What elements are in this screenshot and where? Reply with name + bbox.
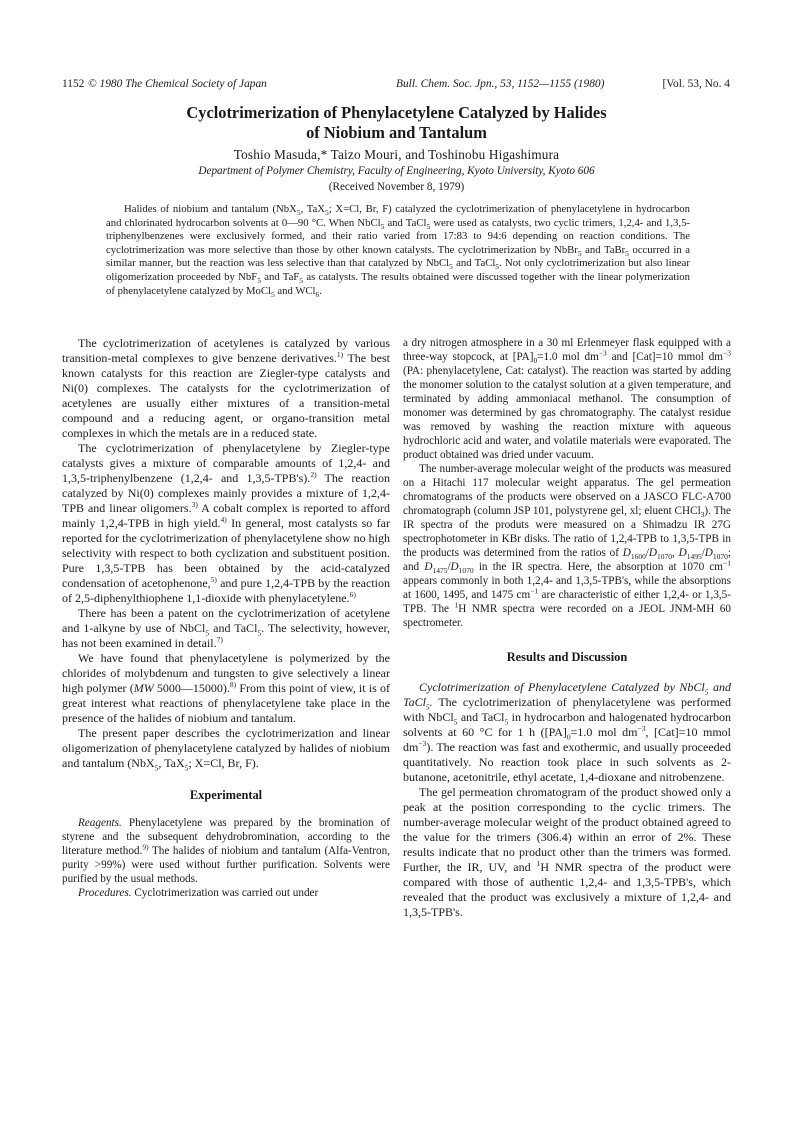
- title-line-1: Cyclotrimerization of Phenylacetylene Catalyzed by Halides: [186, 103, 607, 122]
- title-line-2: of Niobium and Tantalum: [306, 122, 487, 142]
- procedures-paragraph: Procedures. Cyclotrimerization was carried out under: [78, 887, 319, 899]
- intro-paragraph-2: The cyclotrimerization of phenylacetylene by Ziegler-type catalysts gives a mixture of comparable amounts of 1,2,4- and 1,3,5-triphenylbenzene (1,2,4- and 1,3,5-TPB's).$^{2)}$ The reaction catalyzed by Ni(0) complexes mainly provides a mixture of 1,2,4-TPB and linear oligomers.$^{3)}$ A cobalt complex is reported to afford mainly 1,2,4-TPB in high yield.$^{4)}$ In general, most catalysts so far reported for the cyclotrimerization of phenylacetylene show no high selectivity with respect to both cyclization and substituent position. Pure 1,3,5-TPB has been obtained by the acid-catalyzed condensation of acetophenone,$^{5)}$ and pure 1,2,4-TPB by the reaction of 2,5-diphenylthiophene 1,1-dioxide with phenylacetylene.$^{6)}$: [62, 441, 390, 605]
- results-paragraph-1: Cyclotrimerization of Phenylacetylene Catalyzed by NbCl$_5$ and TaCl$_5$. The cyclotrimerization of phenylacetylene was performed with NbCl$_5$ and TaCl$_5$ in hydrocarbon and halogenated hydrocarbon solvents at 60 °C for 1 h ($[PA]_0=1.0$ mol $dm^{-3}$, [Cat]=10 mmol $dm^{-3}$). The reaction was fast and exothermic, and usually proceeded quantitatively. No reaction took place in such solvents as 2-butanone, acetonitrile, ethyl acetate, 1,4-dioxane and nitrobenzene.: [403, 680, 732, 784]
- left-column: [62, 336, 390, 900]
- volume-issue: [Vol. 53, No. 4: [662, 78, 730, 90]
- abstract: Halides of niobium and tantalum (NbX$_5$, TaX$_5$; X=Cl, Br, F) catalyzed the cyclotrimerization of phenylacetylene in hydrocarbon and chlorinated hydrocarbon solvents at 0—90 °C. When NbCl$_5$ and TaCl$_5$ were used as catalysts, two cyclic trimers, 1,2,4- and 1,3,5-triphenylbenzenes were exclusively formed, and their ratio varied from 17:83 to 94:6 depending on reaction conditions. The cyclotrimerization was more selective than those by other known catalysts. The cyclotrimerization by NbBr$_5$ and TaBr$_5$ occurred in a similar manner, but the reaction was less selective than that catalyzed by NbCl$_5$ and TaCl$_5$. Not only cyclotrimerization but also linear oligomerization proceeded by NbF$_5$ and TaF$_5$ as catalysts. The results obtained were discussed together with the linear polymerization of phenylacetylene catalyzed by MoCl$_5$ and WCl$_6$.: [106, 203, 691, 299]
- journal-citation: Bull. Chem. Soc. Jpn., 53, 1152—1155 (1980): [396, 78, 605, 90]
- intro-paragraph-5: The present paper describes the cyclotrimerization and linear oligomerization of phenylacetylene catalyzed by halides of niobium and tantalum (NbX$_5$, TaX$_5$; X=Cl, Br, F).: [62, 726, 390, 773]
- reagents-paragraph: Reagents. Phenylacetylene was prepared by the bromination of styrene and the subsequent dehydrobromination, according to the literature method.$^{9)}$ The halides of niobium and tantalum (Alfa-Ventron, purity >99%) were used without further purification. Solvents were purified by the usual methods.: [62, 817, 390, 885]
- affiliation: Department of Polymer Chemistry, Faculty of Engineering, Kyoto University, Kyoto 606: [198, 165, 595, 177]
- received-date: (Received November 8, 1979): [328, 181, 465, 193]
- procedures-continued: a dry nitrogen atmosphere in a 30 ml Erlenmeyer flask equipped with a three-way stopcock, at $[PA]_0=1.0$ mol $dm^{-3}$ and [Cat]=10 mmol $dm^{-3}$ (PA: phenylacetylene, Cat: catalyst). The reaction was started by adding the monomer solution to the catalyst solution at a given temperature, and terminated by adding ammoniacal methanol. The consumption of monomer was determined by gas chromatography. The catalyst residue was removed by washing the reaction mixture with aqueous hydrochloric acid and water, and volatile materials were evaporated. The product obtained was dried under vacuum.: [403, 337, 731, 461]
- page-number: 1152: [62, 78, 85, 90]
- experimental-heading: Experimental: [189, 788, 263, 802]
- instrumentation-paragraph: The number-average molecular weight of the products was measured on a Hitachi 117 molecular weight apparatus. The gel permeation chromatograms of the products were observed on a JASCO FLC-A700 chromatograph (column JSP 101, polystyrene gel, xl; eluent CHCl$_3$). The IR spectra of the produts were measured on a Shimadzu IR 27G spectrophotometer in KBr disks. The ratio of 1,2,4-TPB to 1,3,5-TPB in the products was determined from the ratios of $D_{1600}/D_{1070}$, $D_{1495}/D_{1070}$; and $D_{1475}/D_{1070}$ in the IR spectra. Here, the absorption at 1070 $cm^{-1}$ appears commonly in both 1,2,4- and 1,3,5-TPB's, while the absorptions at 1600, 1495, and 1475 $cm^{-1}$ are characteristic of either 1,2,4- or 1,3,5-TPB. The $^1$H NMR spectra were recorded on a JEOL JNM-MH 60 spectrometer.: [403, 463, 731, 629]
- results-paragraph-2: The gel permeation chromatogram of the product showed only a peak at the position corresponding to the cyclic trimers. The number-average molecular weight of the product obtained agreed to the value for the trimers (306.4) within an error of 2%. These results indicate that no product other than the trimers was formed. Further, the IR, UV, and $^1$H NMR spectra of the product were compared with those of authentic 1,2,4- and 1,3,5-TPB's, which revealed that the product was exclusively a mixture of 1,2,4- and 1,3,5-TPB's.: [403, 785, 731, 919]
- results-heading: Results and Discussion: [506, 650, 628, 664]
- right-column: [403, 336, 731, 920]
- intro-paragraph-1: The cyclotrimerization of acetylenes is catalyzed by various transition-metal complexes to give benzene derivatives.$^{1)}$ The best known catalysts for this reaction are Ziegler-type catalysts and Ni(0) complexes. The catalysts for the cyclotrimerization of acetylenes are usually either mixtures of a transition-metal compound and a reducing agent, or organo-transition metal complexes in which the metals are in a reduced state.: [62, 336, 390, 440]
- article-title: [62, 103, 731, 142]
- running-header: [62, 77, 730, 93]
- copyright-line: © 1980 The Chemical Society of Japan: [88, 78, 267, 90]
- authors: Toshio Masuda,* Taizo Mouri, and Toshinobu Higashimura: [233, 147, 560, 162]
- intro-paragraph-3: There has been a patent on the cyclotrimerization of acetylene and 1-alkyne by use of NbCl$_5$ and TaCl$_5$. The selectivity, however, has not been examined in detail.$^{7)}$: [62, 606, 391, 650]
- intro-paragraph-4: We have found that phenylacetylene is polymerized by the chlorides of molybdenum and tungsten to give selectively a linear high polymer (MW 5000—15000).$^{8)}$ From this point of view, it is of great interest what reactions of phenylacetylene take place in the presence of the halides of niobium and tantalum.: [62, 651, 390, 725]
